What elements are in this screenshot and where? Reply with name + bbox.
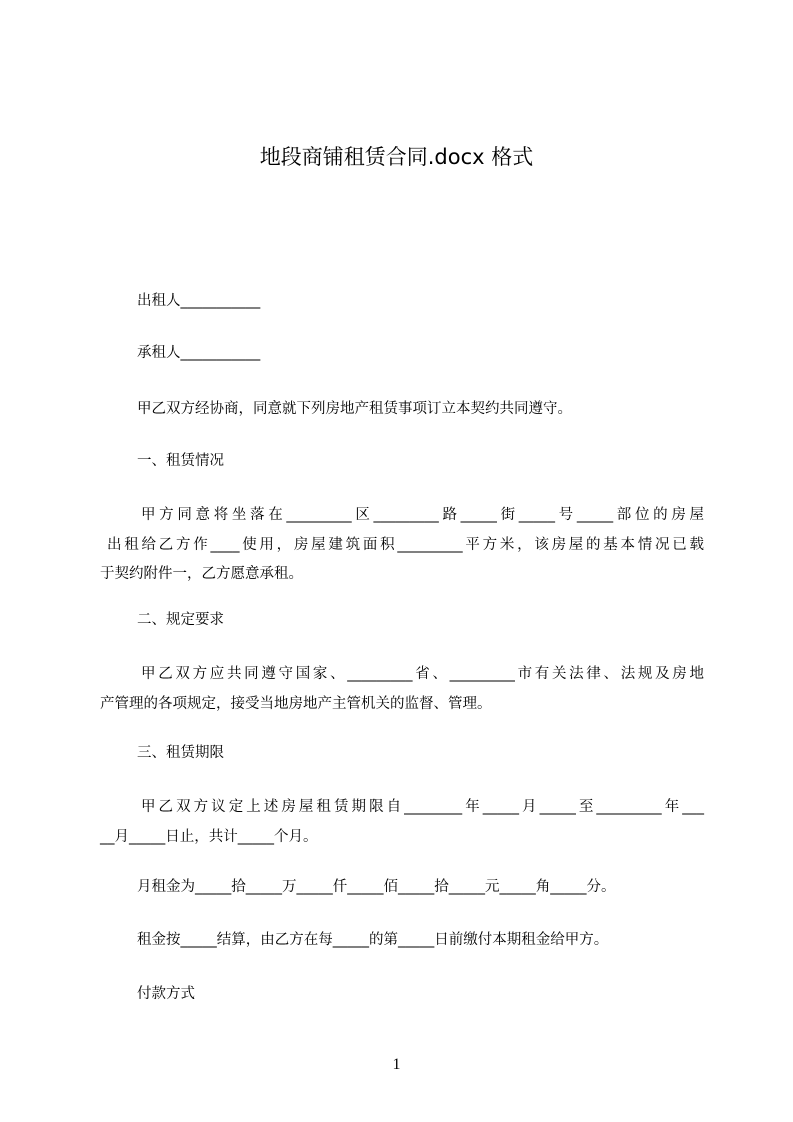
section-heading-lease-term: 三、租赁期限 bbox=[137, 745, 224, 761]
rent-settlement-line: 租金按_____结算，由乙方在每_____的第_____日前缴付本期租金给甲方。 bbox=[137, 932, 609, 948]
paragraph-line: 产管理的各项规定，接受当地房地产主管机关的监督、管理。 bbox=[100, 695, 492, 712]
monthly-rent-line: 月租金为_____拾_____万_____仟_____佰_____拾_____元_____角_____分。 bbox=[137, 879, 616, 895]
paragraph-line: 于契约附件一，乙方愿意承租。 bbox=[100, 566, 303, 582]
document-title: 地段商铺租赁合同.docx 格式 bbox=[259, 145, 534, 169]
paragraph-line: 甲方同意将坐落在_________区_________路_____街_____号_____部位的房屋 bbox=[141, 507, 704, 523]
section-heading-lease-situation: 一、租赁情况 bbox=[137, 453, 224, 469]
paragraph-line: 甲乙双方应共同遵守国家、_________省、_________市有关法律、法规及房地 bbox=[141, 666, 704, 682]
section-body-lease-situation bbox=[100, 501, 704, 590]
section-body-lease-term bbox=[100, 793, 704, 852]
intro-paragraph: 甲乙双方经协商，同意就下列房地产租赁事项订立本契约共同遵守。 bbox=[137, 401, 572, 417]
lessor-line: 出租人___________ bbox=[137, 293, 261, 309]
lessee-line: 承租人___________ bbox=[137, 345, 261, 361]
paragraph-line: 甲乙双方议定上述房屋租赁期限自________年_____月_____至_________年___ bbox=[141, 799, 704, 815]
payment-method-heading: 付款方式 bbox=[137, 986, 195, 1002]
section-heading-requirements: 二、规定要求 bbox=[137, 612, 224, 628]
section-body-requirements bbox=[100, 660, 704, 719]
page-number: 1 bbox=[392, 1056, 401, 1073]
paragraph-line: __月_____日止，共计_____个月。 bbox=[100, 828, 318, 845]
paragraph-line: 出租给乙方作____使用，房屋建筑面积_________平方米，该房屋的基本情况已载 bbox=[107, 536, 704, 553]
